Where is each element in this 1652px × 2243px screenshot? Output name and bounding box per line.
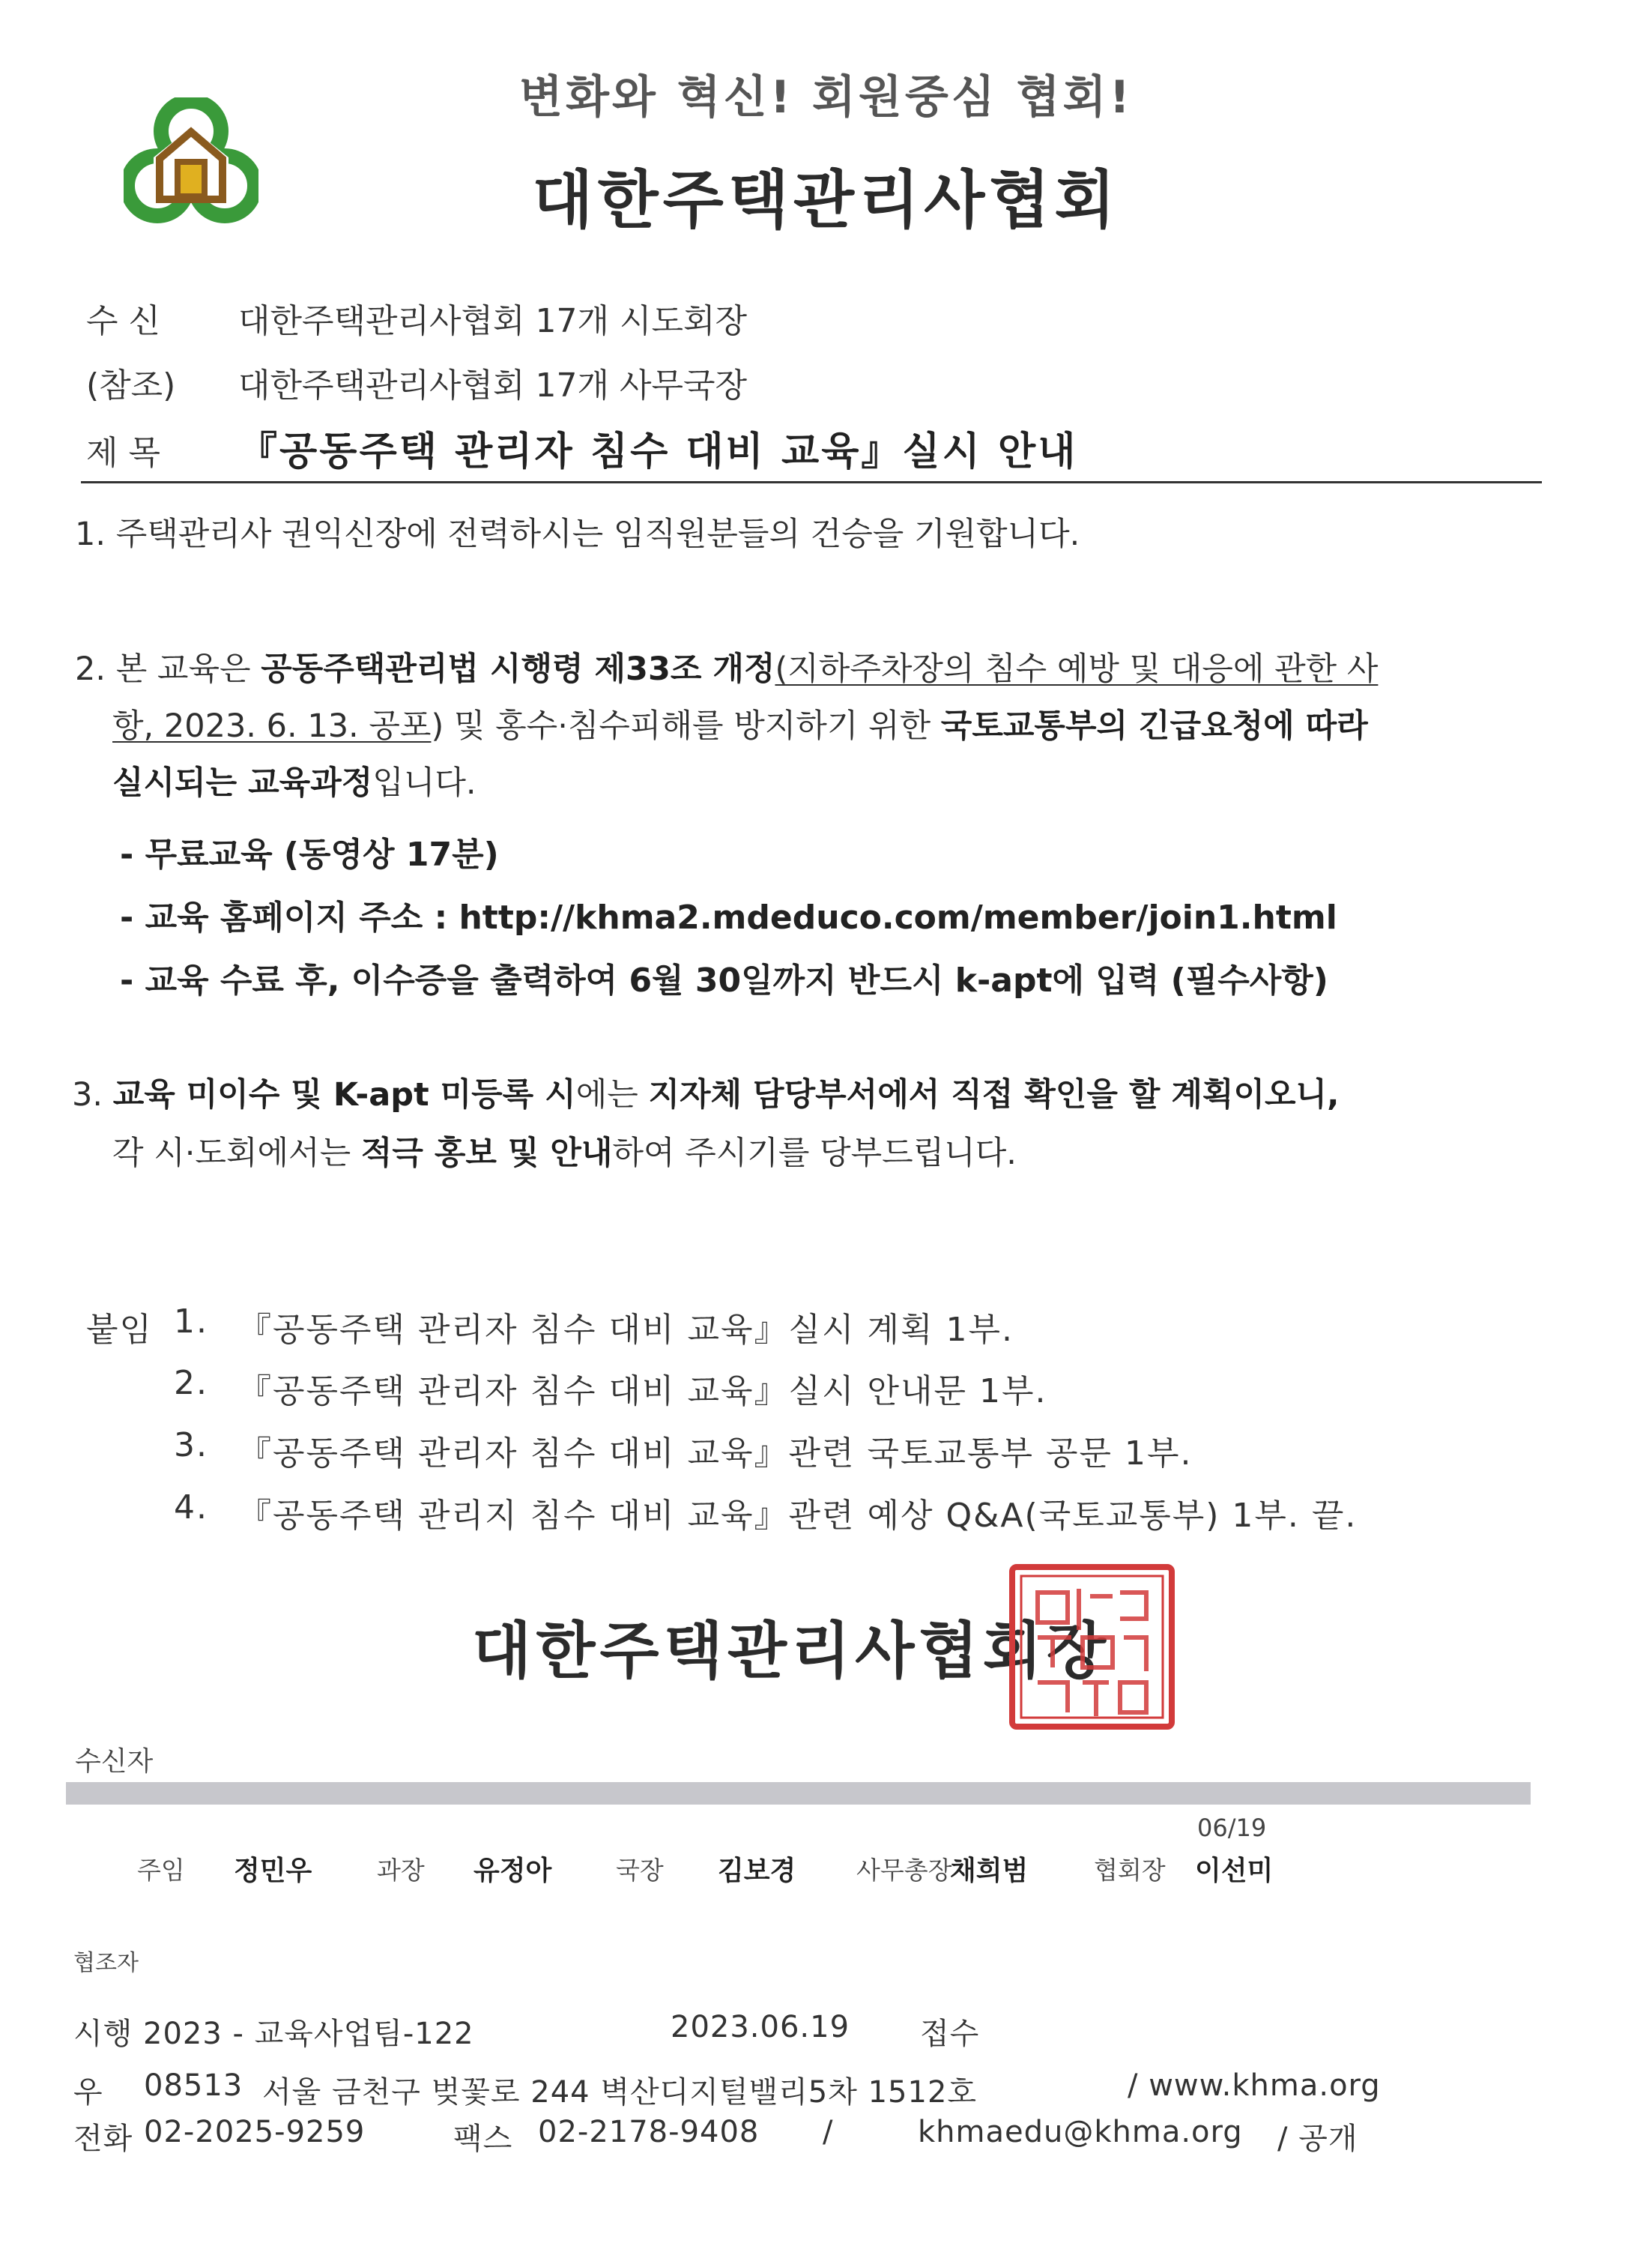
signature-director: 김보경 (718, 1855, 796, 1886)
role-president: 협회장 (1094, 1856, 1166, 1885)
phone-number: 02-2025-9259 (144, 2115, 366, 2149)
attachment-4: 『공동주택 관리지 침수 대비 교육』관련 예상 Q&A(국토교통부) 1부. 끝. (238, 1497, 1358, 1535)
email-address: khmaedu@khma.org (918, 2115, 1243, 2149)
p2-ministry-request: 국토교통부의 긴급요청에 따라 (940, 707, 1368, 745)
p2-course: 실시되는 교육과정 (112, 764, 373, 802)
phone-label: 전화 (73, 2122, 133, 2156)
reference-value: 대한주택관리사협회 17개 사무국장 (238, 366, 748, 405)
slogan: 변화와 혁신! 회원중심 협회! (519, 71, 1133, 124)
paragraph-2-line-3 (112, 764, 476, 803)
paragraph-2-line-1 (75, 650, 1378, 689)
role-secretary-general: 사무총장 (856, 1856, 952, 1885)
bullet-homepage-url: - 교육 홈페이지 주소 : http://khma2.mdeduco.com/member/join1.html (120, 899, 1337, 937)
subject-label: 제 목 (86, 434, 160, 472)
p3-action: 지자체 담당부서에서 직접 확인을 할 계획이오니, (648, 1076, 1340, 1114)
p2-law-name: 공동주택관리법 시행령 제33조 개정 (261, 650, 775, 688)
fax-number: 02-2178-9408 (538, 2115, 760, 2149)
postal-code: 08513 (144, 2068, 243, 2103)
p3-audience: 각 시·도회에서는 (112, 1135, 361, 1172)
signature-manager: 유정아 (473, 1855, 552, 1886)
p3-connector: 에는 (575, 1076, 649, 1114)
fax-label: 팩스 (453, 2122, 513, 2156)
p2-purpose: ) 및 홍수·침수피해를 방지하기 위한 (431, 707, 941, 745)
bullet-certificate: - 교육 수료 후, 이수증을 출력하여 6월 30일까지 반드시 k-apt에 입력 (필수사항) (120, 961, 1328, 1000)
attachment-4-number: 4. (174, 1488, 208, 1527)
p3-end: 하여 주시기를 당부드립니다. (612, 1135, 1017, 1172)
attachment-2: 『공동주택 관리자 침수 대비 교육』실시 안내문 1부. (238, 1372, 1047, 1410)
approval-date: 06/19 (1197, 1814, 1267, 1842)
p3-request: 적극 홍보 및 안내 (360, 1135, 613, 1172)
receipt-label: 접수 (920, 2017, 980, 2051)
attachments-label: 붙임 (86, 1311, 154, 1349)
postal-prefix: 우 (73, 2075, 103, 2110)
address: 서울 금천구 벚꽃로 244 벽산디지털밸리5차 1512호 (262, 2075, 978, 2110)
attachment-3: 『공동주택 관리자 침수 대비 교육』관련 국토교통부 공문 1부. (238, 1434, 1193, 1473)
role-staff: 주임 (137, 1856, 185, 1885)
bullet-free-education: - 무료교육 (동영상 17분) (120, 836, 499, 874)
p2-law-detail: (지하주차장의 침수 예방 및 대응에 관한 사 (775, 650, 1379, 688)
disclosure-status: / 공개 (1277, 2122, 1358, 2156)
p3-number: 3. (72, 1076, 113, 1114)
cooperator-label: 협조자 (73, 1950, 139, 1976)
sender-signature: 대한주택관리사협회장 (472, 1616, 1111, 1687)
p2-intro: 2. 본 교육은 (75, 650, 261, 688)
signature-staff: 정민우 (234, 1855, 312, 1886)
paragraph-2-line-2 (112, 707, 1368, 746)
enforcement-date: 2023.06.19 (671, 2010, 850, 2044)
header-divider (81, 481, 1542, 483)
reference-label: (참조) (86, 366, 176, 405)
enforcement-number: 시행 2023 - 교육사업팀-122 (73, 2017, 474, 2051)
role-director: 국장 (616, 1856, 664, 1885)
recipient-list-label: 수신자 (75, 1746, 154, 1777)
recipient-list-bar (66, 1782, 1531, 1805)
website: / www.khma.org (1128, 2068, 1381, 2103)
p2-promulgation: 항, 2023. 6. 13. 공포 (112, 707, 432, 745)
attachment-1-number: 1. (174, 1302, 208, 1341)
signature-president: 이선미 (1195, 1855, 1274, 1886)
official-seal-stamp (1008, 1563, 1176, 1731)
organization-title: 대한주택관리사협회 (532, 163, 1120, 237)
paragraph-3-line-1 (72, 1076, 1339, 1115)
subject-value: 『공동주택 관리자 침수 대비 교육』실시 안내 (238, 429, 1078, 474)
recipient-label: 수 신 (86, 302, 160, 340)
paragraph-1: 1. 주택관리사 권익신장에 전력하시는 임직원분들의 건승을 기원합니다. (75, 516, 1080, 553)
attachment-2-number: 2. (174, 1364, 208, 1402)
p2-end: 입니다. (372, 764, 476, 802)
separator-slash: / (823, 2115, 834, 2149)
attachment-3-number: 3. (174, 1426, 208, 1464)
p3-condition: 교육 미이수 및 K-apt 미등록 시 (112, 1076, 576, 1114)
attachment-1: 『공동주택 관리자 침수 대비 교육』실시 계획 1부. (238, 1311, 1014, 1349)
role-manager: 과장 (377, 1856, 425, 1885)
recipient-value: 대한주택관리사협회 17개 시도회장 (238, 302, 748, 340)
paragraph-3-line-2 (112, 1135, 1017, 1174)
signature-secretary-general: 채희범 (950, 1855, 1029, 1886)
